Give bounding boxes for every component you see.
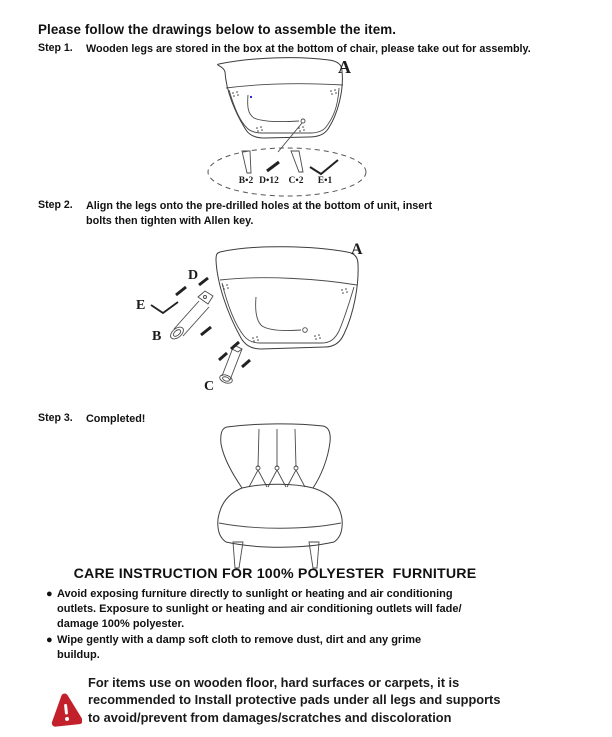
part-label-c: C•2: [288, 176, 304, 186]
care-bullet-list: [46, 587, 546, 663]
step2-label: Step 2.: [38, 199, 73, 211]
drill-holes-top-left: [232, 91, 239, 97]
step3-text-line: Completed!: [86, 413, 146, 425]
step1-diagram: [195, 52, 380, 200]
bolt-part-d-icon: [267, 162, 279, 171]
leg-label-c: C: [204, 379, 215, 394]
allen-key-label-e: E: [136, 298, 146, 313]
step3-diagram completed-chair-icon: [185, 420, 405, 572]
drill-holes-top-right: [330, 89, 337, 95]
part-label-e: E•1: [317, 176, 333, 186]
warning-text-line: to avoid/prevent from damages/scratches and discoloration: [88, 709, 452, 725]
warning-text-line: For items use on wooden floor, hard surfaces or carpets, it is: [88, 675, 460, 690]
part-label-b: B•2: [238, 176, 254, 186]
step2-text-line: Align the legs onto the pre-drilled holes at the bottom of unit, insert: [86, 200, 433, 212]
front-leg-b-icon: [168, 291, 213, 341]
chair-bottom-view-icon: [218, 58, 343, 138]
care-bullet-item: [46, 587, 546, 633]
floor-protection-warning: [88, 674, 500, 726]
bullet-text-line: damage 100% polyester.: [57, 618, 185, 631]
page-title: Please follow the drawings below to assemble the item.: [38, 22, 397, 37]
care-bullet-item: [46, 633, 546, 663]
bolt-label-d: D: [188, 268, 199, 283]
step1-text-line: Wooden legs are stored in the box at the bottom of chair, please take out for assembly.: [86, 43, 531, 55]
bullet-text-line: outlets. Exposure to sunlight or heating and air conditioning outlets will fade/: [57, 603, 462, 616]
drill-holes-top-right: [341, 288, 348, 294]
bullet-text-line: Avoid exposing furniture directly to sunlight or heating and air conditioning: [57, 588, 453, 600]
bullet-text-line: Wipe gently with a damp soft cloth to remove dust, dirt and any grime: [57, 633, 422, 646]
back-leg-c-icon: [219, 345, 242, 385]
part-label-d: D•12: [259, 176, 279, 186]
blue-mark: [250, 96, 252, 98]
warning-text-line: recommended to Install protective pads under all legs and supports: [88, 692, 501, 708]
bullet-dot-icon: ●: [46, 588, 53, 600]
chair-bottom-view-icon: [216, 247, 358, 349]
unit-label-a: A: [338, 57, 351, 77]
allen-key-part-e-icon: [310, 160, 338, 174]
drill-holes-bottom-right: [314, 334, 321, 340]
bullet-dot-icon: ●: [46, 633, 53, 646]
step3-text: [86, 412, 145, 427]
bullet-text-line: buildup.: [57, 648, 100, 661]
drill-holes-bottom-left: [252, 336, 259, 342]
step2-text-line: bolts then tighten with Allen key.: [86, 214, 254, 227]
allen-key-e-icon: [151, 302, 178, 313]
chair-back: [221, 424, 330, 488]
warning-triangle-icon: [50, 691, 82, 729]
leg-part-b-icon: [242, 151, 251, 173]
leg-part-c-icon: [291, 151, 303, 172]
care-instruction-title: CARE INSTRUCTION FOR 100% POLYESTER FURNITURE: [73, 566, 477, 582]
step3-label: Step 3.: [38, 412, 73, 424]
chair-seat: [218, 484, 342, 547]
step2-diagram: [125, 233, 370, 398]
drill-holes-bottom-left: [256, 126, 263, 132]
leg-label-b: B: [152, 329, 162, 344]
unit-label-a: A: [351, 241, 363, 258]
parts-callout-ellipse: [208, 148, 366, 196]
step1-label: Step 1.: [38, 42, 73, 54]
step2-text: [86, 199, 432, 228]
bolts-c-icon: [219, 342, 250, 367]
